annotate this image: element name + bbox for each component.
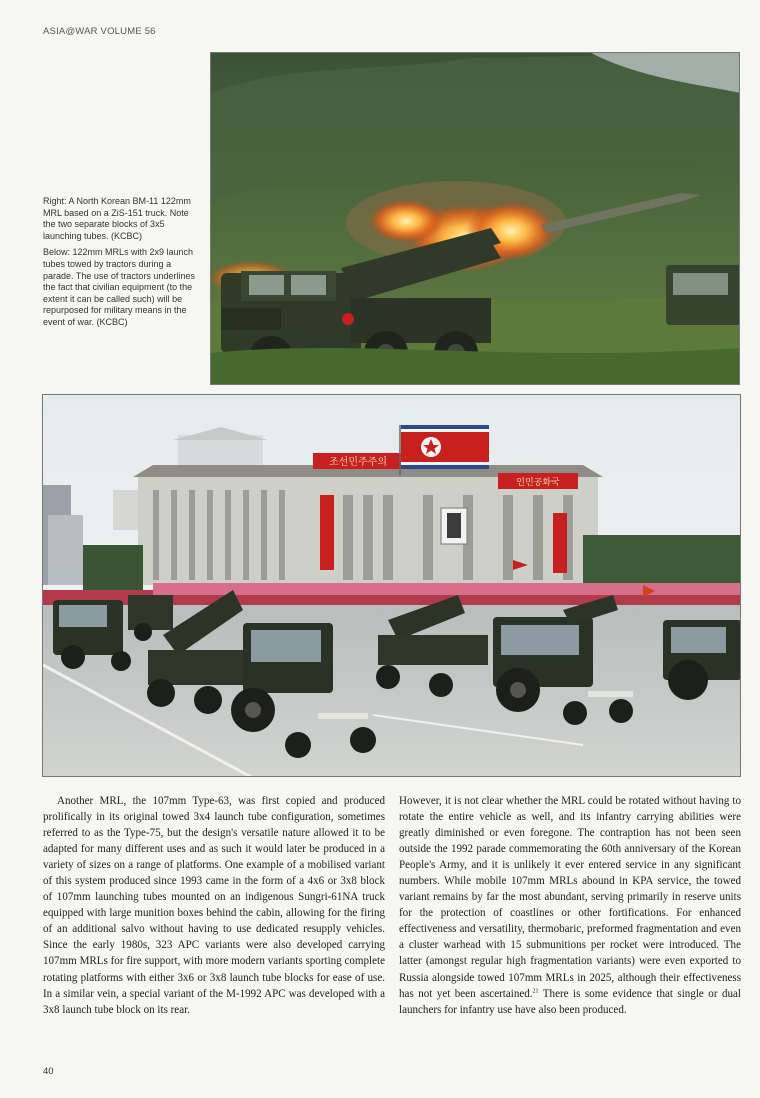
body-column-right-text: However, it is not clear whether the MRL could be rotated without having to rotate the entire vehicle as well, and its infantry carrying abilities were greatly diminished or even foregone. The contraption has not been seen outside the 1992 parade commemorating the 60th anniversary of the Korean People's Army, and it is unlikely it ever entered service in any significant numbers. While mobile 107mm MRLs abound in KPA service, the towed variant remains by far the most abundant, serving primarily in reserve units for the protection of coastlines or other fortifications. For enhanced effectiveness and versatility, thermobaric, preformed fragmentation and even a cluster warhead with 15 submunitions per rocket were introduced. The latter (amongst regular high fragmentation variants) were even exported to Russia alongside towed 107mm MRLs in 2025, although their effectiveness has not yet been ascertained. bbox=[399, 795, 741, 1000]
photo-parade-towed-mrls bbox=[42, 394, 741, 777]
building-slogan-right: 인민공화국 bbox=[516, 478, 560, 488]
footnote-marker: 21 bbox=[532, 987, 539, 994]
body-column-right bbox=[399, 793, 741, 1018]
photo-mrl-truck-firing bbox=[210, 52, 740, 385]
caption-below: Below: 122mm MRLs with 2x9 launch tubes towed by tractors during a parade. The use of tractors underlines the fact that civilian equipment (to the extent it can be called such) will be repurposed for military means in the event of war. (KCBC) bbox=[43, 247, 195, 327]
body-column-left: Another MRL, the 107mm Type-63, was first copied and produced prolifically in its original towed 3x4 launch tube configuration, sometimes referred to as the Type-75, but the design's versatile nature allowed it to be adapted for many different uses and as such it would later be produced in a variety of sizes on a range of platforms. One example of a mobilised variant of this system produced since 1993 came in the form of a 4x6 or 3x8 block of 107mm launching tubes mounted on an indigenous Sungri-61NA truck equipped with large munition boxes behind the cabin, allowing for the firing of an additional salvo without having to use dedicated resupply vehicles. Since the early 1980s, 323 APC variants were also developed carrying 107mm MRLs for fire support, with more modern variants sporting complete rotating platforms with either 3x6 or 3x8 launch tube blocks for ease of use. In a similar vein, a special variant of the M-1992 APC was developed with a 3x8 launch tube block on its rear. bbox=[43, 795, 385, 1016]
caption-right: Right: A North Korean BM-11 122mm MRL based on a ZiS-151 truck. Note the two separate blocks of 3x5 launching tubes. (KCBC) bbox=[43, 196, 191, 241]
dprk-flag bbox=[401, 425, 489, 469]
building-slogan-left: 조선민주주의 bbox=[329, 457, 387, 468]
page-number: 40 bbox=[43, 1066, 54, 1077]
photo-captions bbox=[43, 196, 195, 334]
body-column-right-end: There is some evidence that single or dual launchers for infantry use have also been produced. bbox=[399, 987, 741, 1016]
running-head: ASIA@WAR VOLUME 56 bbox=[43, 26, 156, 37]
